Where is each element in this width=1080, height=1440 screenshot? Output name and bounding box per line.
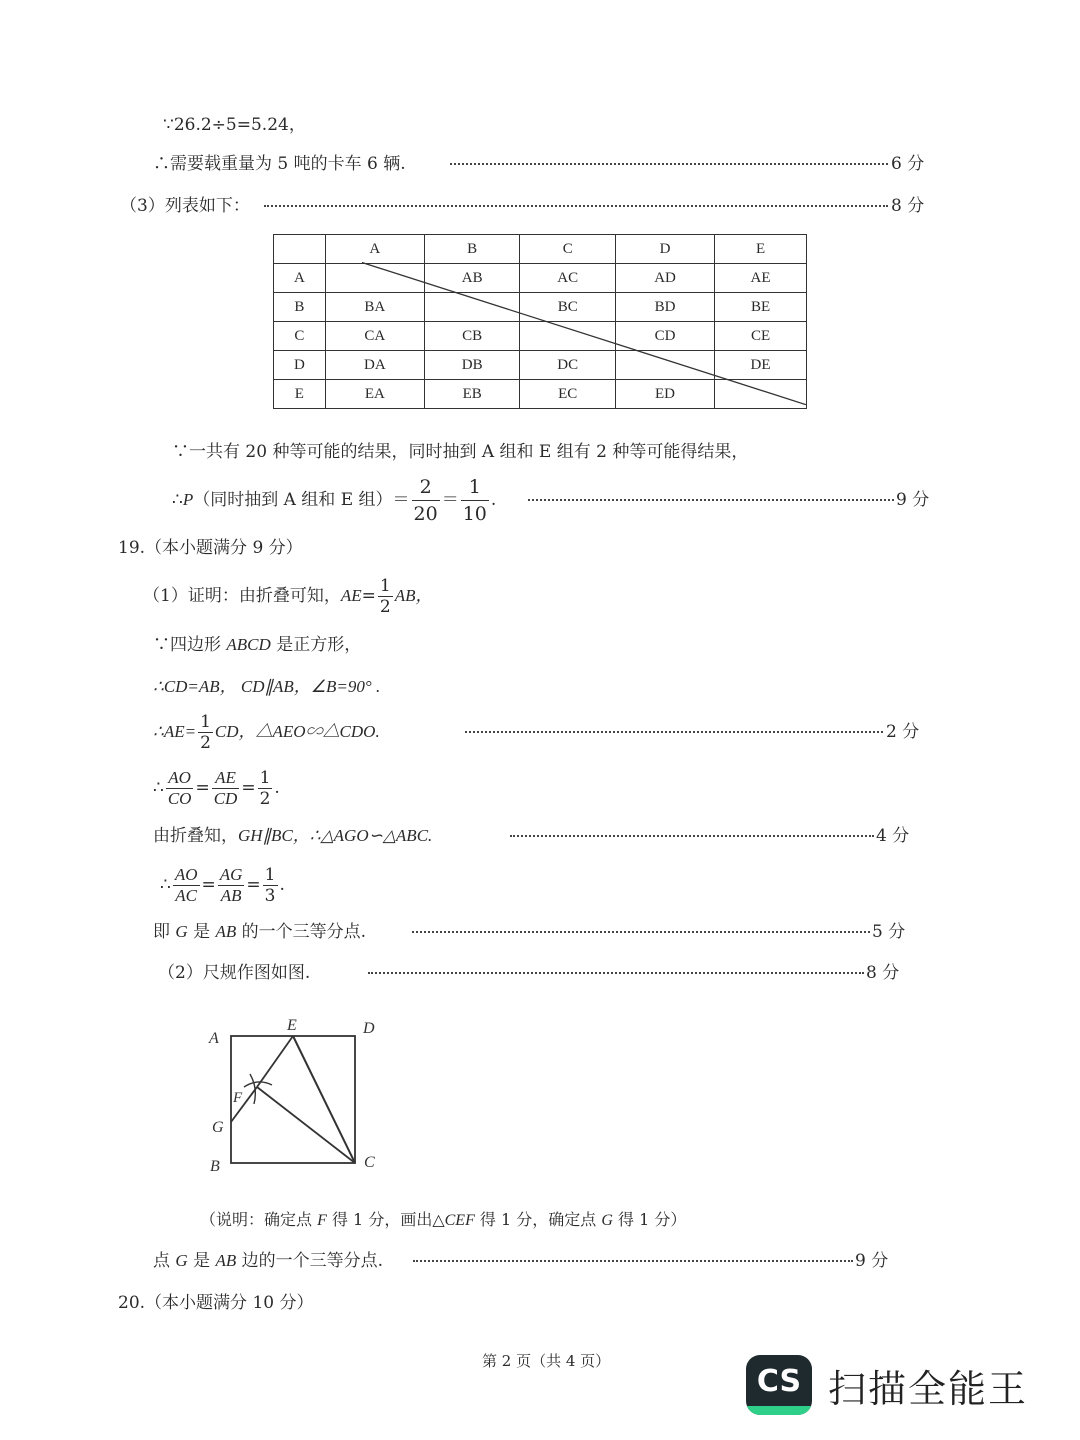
table-cell: E <box>274 380 326 409</box>
proof-line-4 <box>153 710 380 754</box>
denominator: 10 <box>462 503 487 525</box>
table-cell: DB <box>424 351 520 380</box>
scoring-note <box>200 1209 686 1232</box>
table-cell: A <box>325 235 424 264</box>
text: 由折叠知， <box>153 826 238 846</box>
label-f: F <box>233 1090 243 1106</box>
text: 边的一个三等分点. <box>236 1251 384 1271</box>
table-cell: AC <box>520 264 616 293</box>
table-cell: ED <box>615 380 714 409</box>
segment-ef <box>257 1036 293 1087</box>
logo-stripe <box>746 1406 812 1415</box>
table-cell: D <box>274 351 326 380</box>
label-d: D <box>363 1020 375 1037</box>
table-cell: A <box>274 264 326 293</box>
text: = <box>361 586 376 606</box>
square-construction-figure <box>200 1010 400 1180</box>
segment-fc <box>257 1087 355 1163</box>
table-cell: DE <box>715 351 807 380</box>
math: GH∥BC，∴△AGO∽△ABC. <box>238 826 433 845</box>
text: . <box>279 875 285 895</box>
math: AB， <box>394 586 433 605</box>
text: ∴ <box>153 778 164 798</box>
fraction <box>212 768 240 809</box>
text: = <box>246 875 261 895</box>
table-cell: BD <box>615 293 714 322</box>
dot-leader <box>412 931 870 933</box>
dot-leader <box>450 163 888 165</box>
denominator: 2 <box>200 733 211 753</box>
table-cell: CB <box>424 322 520 351</box>
label-b: B <box>210 1158 220 1175</box>
math: G <box>175 922 188 941</box>
text: . <box>274 778 280 798</box>
denominator: AB <box>220 886 242 905</box>
table-cell: E <box>715 235 807 264</box>
table-cell: CA <box>325 322 424 351</box>
table-cell: B <box>274 293 326 322</box>
table-cell: BC <box>520 293 616 322</box>
period: . <box>490 490 497 510</box>
fraction <box>263 865 278 906</box>
score-5: 5 分 <box>872 922 906 942</box>
table-cell: AE <box>715 264 807 293</box>
math: ABCD <box>226 635 271 654</box>
text: 得 1 分，画出△ <box>326 1210 445 1229</box>
numerator: AO <box>174 865 198 884</box>
table-cell: B <box>424 235 520 264</box>
square-abcd <box>231 1036 355 1163</box>
dot-leader <box>510 835 874 837</box>
text: = <box>241 778 256 798</box>
text: = <box>201 875 216 895</box>
math: CD，△AEO∽△CDO. <box>214 722 380 741</box>
equals: ＝ <box>441 490 459 510</box>
denominator: 20 <box>413 503 438 525</box>
table-cell: AB <box>424 264 520 293</box>
denominator: CO <box>167 789 192 808</box>
fraction <box>198 712 213 753</box>
math: ∴AE= <box>153 722 197 741</box>
score-9: 9 分 <box>896 490 930 510</box>
camscanner-logo <box>746 1355 812 1415</box>
label-g: G <box>212 1119 224 1136</box>
proof-line-3: ∴CD=AB， CD∥AB，∠B=90° . <box>153 677 381 696</box>
denominator: 2 <box>379 597 391 617</box>
numerator: 1 <box>461 474 489 501</box>
since-line: ∵一共有 20 种等可能的结果，同时抽到 A 组和 E 组有 2 种等可能得结果， <box>172 442 749 462</box>
dot-leader <box>264 205 888 207</box>
dot-leader <box>465 731 883 733</box>
numerator: AE <box>212 768 240 789</box>
question-20-title: 20.（本小题满分 10 分） <box>118 1293 314 1313</box>
table-cell: BA <box>325 293 424 322</box>
fraction <box>218 865 245 906</box>
table-diagonal <box>273 234 807 405</box>
dot-leader <box>528 499 894 501</box>
score-2: 2 分 <box>886 722 920 742</box>
table-cell: EA <box>325 380 424 409</box>
text: 得 1 分，确定点 <box>474 1210 602 1229</box>
ratio-line-1 <box>153 765 280 811</box>
denominator: 2 <box>259 789 271 809</box>
proof-line-8 <box>153 921 366 943</box>
math: AB <box>215 922 237 941</box>
fraction <box>412 474 440 527</box>
text: 得 1 分） <box>612 1210 687 1229</box>
table-cell: BE <box>715 293 807 322</box>
proof-line-6 <box>153 825 432 847</box>
table-cell: EB <box>424 380 520 409</box>
conclusion-trucks: ∴需要载重量为 5 吨的卡车 6 辆. <box>153 154 406 174</box>
score-6: 6 分 <box>891 154 925 174</box>
numerator: 2 <box>412 474 440 501</box>
numerator: AG <box>219 865 243 884</box>
table-cell: CE <box>715 322 807 351</box>
numerator: AO <box>166 768 194 789</box>
denominator: CD <box>213 789 238 808</box>
fraction <box>461 474 489 527</box>
math: F <box>317 1212 327 1229</box>
score-9-q19: 9 分 <box>855 1251 889 1271</box>
math: G <box>175 1251 188 1270</box>
text: 是 <box>187 1251 216 1271</box>
proof-line-1 <box>143 574 432 618</box>
math: AB <box>215 1251 237 1270</box>
label-e: E <box>287 1017 297 1034</box>
part-2-line: （2）尺规作图如图. <box>158 963 311 983</box>
text: 即 <box>153 922 176 942</box>
fraction <box>378 576 393 617</box>
table-cell: C <box>274 322 326 351</box>
text: 的一个三等分点. <box>236 922 367 942</box>
table-cell: DA <box>325 351 424 380</box>
prob-prefix: ∴ <box>172 490 183 510</box>
fraction <box>258 768 273 809</box>
label-a: A <box>209 1030 219 1047</box>
prob-event: （同时抽到 A 组和 E 组）＝ <box>193 490 410 510</box>
table-cell: AD <box>615 264 714 293</box>
table-cell: CD <box>615 322 714 351</box>
calc-line: ∵26.2÷5=5.24， <box>163 115 306 135</box>
list-table-intro: （3）列表如下： <box>120 196 250 216</box>
proof-line-2 <box>153 634 361 656</box>
math: G <box>601 1212 613 1229</box>
score-8-part2: 8 分 <box>866 963 900 983</box>
dot-leader <box>413 1260 853 1262</box>
numerator: 1 <box>379 576 391 596</box>
text: 点 <box>153 1251 176 1271</box>
denominator: AC <box>175 886 198 905</box>
table-cell: EC <box>520 380 616 409</box>
text: 是正方形， <box>270 635 362 655</box>
fraction <box>173 865 200 906</box>
numerator: 1 <box>264 865 276 885</box>
ratio-line-2 <box>160 862 285 908</box>
numerator: 1 <box>259 768 271 788</box>
text: ∵四边形 <box>153 635 227 655</box>
dot-leader <box>368 972 864 974</box>
segment-ec <box>293 1036 355 1163</box>
prob-symbol: P <box>182 490 194 509</box>
watermark-text: 扫描全能王 <box>828 1367 1029 1411</box>
text: （说明：确定点 <box>200 1210 318 1229</box>
table-cell: DC <box>520 351 616 380</box>
math: AE <box>340 586 362 605</box>
probability-line <box>172 474 496 527</box>
fraction <box>166 768 194 809</box>
text: 是 <box>187 922 216 942</box>
score-4: 4 分 <box>876 826 910 846</box>
question-19-title: 19.（本小题满分 9 分） <box>118 538 303 558</box>
logo-letters: CS <box>756 1364 802 1399</box>
math: CEF <box>444 1212 475 1229</box>
numerator: 1 <box>200 712 211 732</box>
label-c: C <box>364 1154 375 1171</box>
final-line <box>153 1250 383 1272</box>
page-number: 第 2 页（共 4 页） <box>482 1352 611 1370</box>
text: ∴ <box>160 875 171 895</box>
denominator: 3 <box>264 886 276 906</box>
text: （1）证明：由折叠可知， <box>143 586 341 606</box>
arc-mark <box>250 1074 255 1104</box>
table-cell: C <box>520 235 616 264</box>
text: = <box>195 778 210 798</box>
table-cell: D <box>615 235 714 264</box>
score-8: 8 分 <box>891 196 925 216</box>
